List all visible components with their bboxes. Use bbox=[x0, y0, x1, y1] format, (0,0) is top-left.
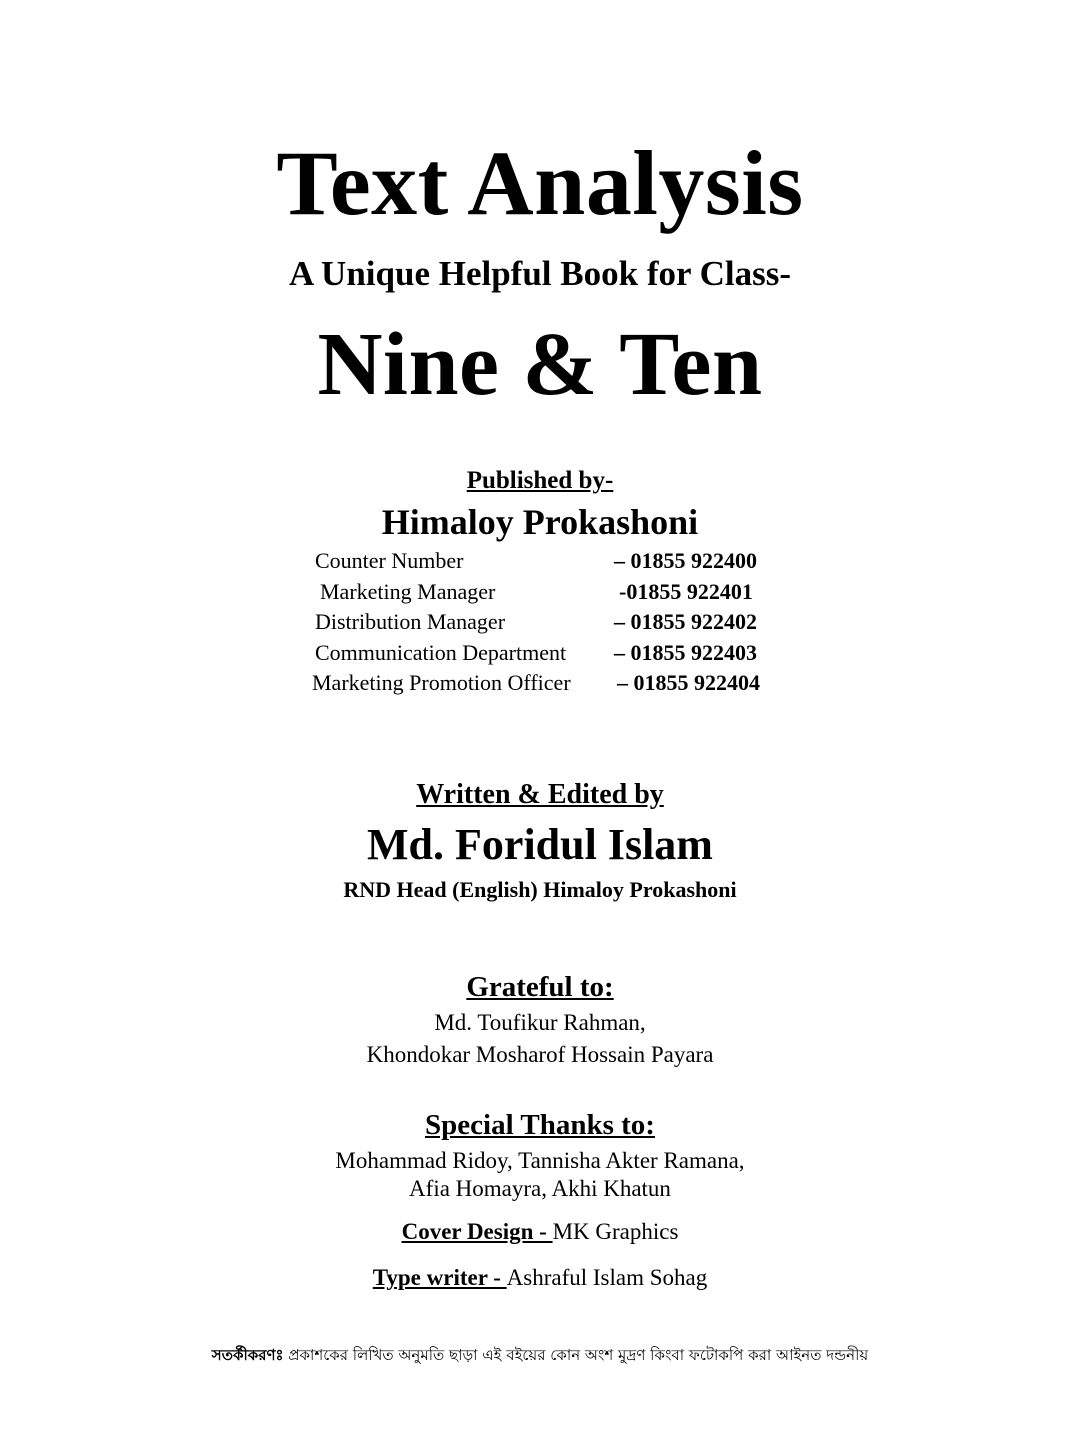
contact-row bbox=[300, 638, 800, 669]
grateful-line: Khondokar Mosharof Hossain Payara bbox=[366, 1042, 714, 1067]
type-writer-label: Type writer - bbox=[372, 1265, 507, 1290]
contact-role: Distribution Manager bbox=[315, 609, 506, 634]
thanks-line: Afia Homayra, Akhi Khatun bbox=[409, 1176, 671, 1201]
grateful-label: Grateful to: bbox=[466, 971, 614, 1003]
contact-list bbox=[300, 546, 800, 699]
contact-role: Marketing Manager bbox=[320, 578, 496, 604]
written-by-label: Written & Edited by bbox=[416, 779, 664, 810]
class-name: Nine & Ten bbox=[317, 315, 763, 414]
contact-phone: – 01855 922400 bbox=[614, 548, 757, 573]
cover-design-credit bbox=[0, 1216, 1080, 1248]
cover-design-value: MK Graphics bbox=[552, 1219, 679, 1244]
published-by-label: Published by- bbox=[466, 467, 614, 494]
author-name: Md. Foridul Islam bbox=[367, 820, 713, 869]
publisher-name: Himaloy Prokashoni bbox=[381, 502, 699, 542]
contact-role: Communication Department bbox=[315, 639, 567, 665]
book-subtitle: A Unique Helpful Book for Class- bbox=[288, 254, 792, 293]
contact-phone: -01855 922401 bbox=[619, 578, 753, 604]
warning-label: সতর্কীকরণঃ bbox=[211, 1346, 284, 1364]
type-writer-value: Ashraful Islam Sohag bbox=[506, 1265, 708, 1290]
contact-phone: – 01855 922403 bbox=[614, 639, 757, 665]
contact-row bbox=[300, 546, 800, 577]
grateful-line: Md. Toufikur Rahman, bbox=[434, 1010, 646, 1035]
author-role: RND Head (English) Himaloy Prokashoni bbox=[343, 877, 737, 902]
type-writer-credit bbox=[0, 1262, 1080, 1294]
warning-text: প্রকাশকের লিখিত অনুমতি ছাড়া এই বইয়ের কোন অংশ মুদ্রণ কিংবা ফটোকপি করা আইনত দন্ডনীয় bbox=[283, 1346, 869, 1364]
contact-row bbox=[300, 577, 800, 608]
special-thanks-label: Special Thanks to: bbox=[425, 1109, 655, 1141]
copyright-warning bbox=[0, 1344, 1080, 1366]
contact-phone: – 01855 922402 bbox=[614, 609, 757, 634]
contact-role: Counter Number bbox=[315, 548, 464, 573]
contact-phone: – 01855 922404 bbox=[617, 670, 760, 695]
contact-row bbox=[300, 668, 800, 699]
book-title: Text Analysis bbox=[276, 132, 804, 234]
contact-row bbox=[300, 607, 800, 638]
cover-design-label: Cover Design - bbox=[401, 1219, 553, 1244]
contact-role: Marketing Promotion Officer bbox=[312, 670, 571, 695]
thanks-line: Mohammad Ridoy, Tannisha Akter Ramana, bbox=[335, 1148, 745, 1173]
